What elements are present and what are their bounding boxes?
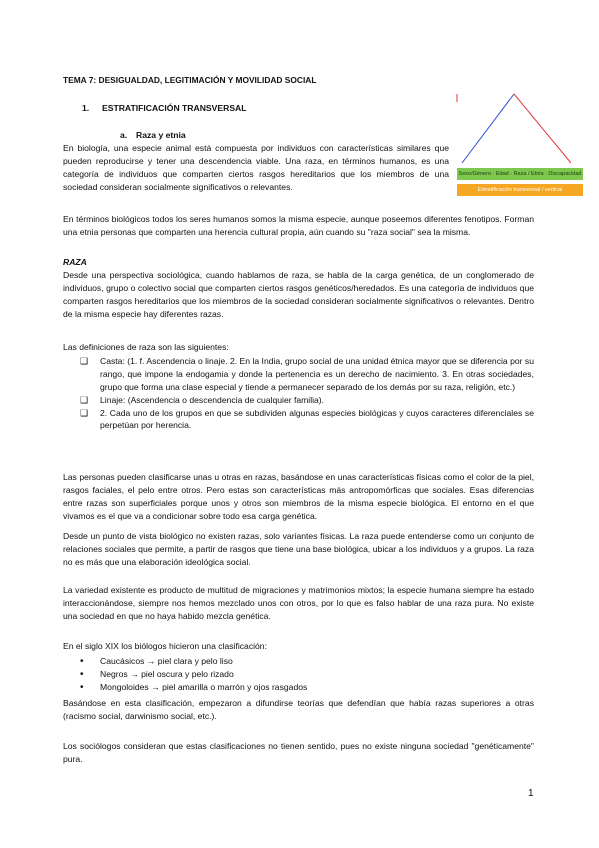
list-item: • Caucásicos → piel clara y pelo liso <box>80 656 233 667</box>
checkbox-bullet-icon: ❑ <box>80 356 89 366</box>
paragraph-variety: La variedad existente es producto de multitud de migraciones y matrimonios mixtos; la especie humana siempre ha estado interaccionándose, siempre nos hemos mezclado unos con otros, por lo que es falso hablar de una raza pura. No existe una sociedad en que no haya habido mezcla genética. <box>63 585 534 621</box>
paragraph-biology: En biología, una especie animal está compuesta por individuos con características similares que pueden reproducirse y tener una descendencia viable. Una raza, en términos humanos, es una categoría de individuos que comparten ciertos rasgos hereditarios que los miembros de una sociedad consideran socialmente significativos o relevantes. <box>63 143 449 192</box>
list-item: ❑ Linaje: (Ascendencia o descendencia de cualquier familia). <box>80 394 534 407</box>
bullet-icon: • <box>80 681 84 693</box>
subsection-heading: Raza y etnia <box>136 130 186 140</box>
triangle-left-edge <box>462 94 514 163</box>
stratification-diagram <box>455 88 585 193</box>
diagram-bar-bottom: Estratificación transversal / vertical <box>457 184 583 196</box>
triangle-right-edge <box>514 94 571 163</box>
section-number: 1. <box>82 103 90 113</box>
list-item: • Negros → piel oscura y pelo rizado <box>80 668 234 680</box>
paragraph-sociologists: Los sociólogos consideran que estas clasificaciones no tienen sentido, pues no existe ninguna sociedad "genéticamente" pura. <box>63 741 534 764</box>
paragraph-biological-view: Desde un punto de vista biológico no existen razas, solo variantes físicas. La raza puede entenderse como un conjunto de relaciones sociales que permite, a partir de rasgos que tiene una base biológica, ubicar a los individuos y a grupos. La raza no es más que una elaboración ideológica social. <box>63 531 534 567</box>
bullet-icon: • <box>80 656 84 667</box>
triangle-diagram <box>455 88 585 168</box>
bullet-icon: • <box>80 668 84 680</box>
diagram-bar-top: Sexo/Género · Edad · Raza / Etnia · Discapacidad <box>457 168 583 180</box>
classification-list <box>80 655 534 694</box>
subsection-letter: a. <box>120 130 128 140</box>
list-item: • Mongoloides → piel amarilla o marrón y ojos rasgados <box>80 681 308 693</box>
page-number: 1 <box>528 788 534 799</box>
raza-heading: RAZA <box>63 257 87 267</box>
section-heading: ESTRATIFICACIÓN TRANSVERSAL <box>102 103 247 113</box>
paragraph-classification: Las personas pueden clasificarse unas u otras en razas, basándose en unas características físicas como el color de la piel, rasgos faciales, el pelo entre otros. Pero estas son características más antropomórficas que sociales. Esas diferencias entre razas son superficiales porque unos y otros son miembros de la misma especie biológica. El entorno en el que vivamos es el que va a condicionar sobre todo esa carga genética. <box>63 472 534 521</box>
paragraph-theories: Basándose en esta clasificación, empezaron a difundirse teorías que defendían que había razas superiores a otras (racismo social, darwinismo social, etc.). <box>63 698 534 721</box>
checkbox-bullet-icon: ❑ <box>80 394 89 405</box>
definitions-list <box>80 355 534 432</box>
paragraph-species: En términos biológicos todos los seres humanos somos la misma especie, aunque poseemos diferentes fenotipos. Forman una etnia personas que comparten una herencia cultural propia, aún cuando su "raza social" sea la misma. <box>63 214 534 237</box>
paragraph-definitions-intro: Las definiciones de raza son las siguientes: <box>63 342 229 352</box>
paragraph-sociological: Desde una perspectiva sociológica, cuando hablamos de raza, se habla de la carga genética, de un conglomerado de individuos, grupo o colectivo social que comparten ciertos rasgos genéticos/heredados. Es una categoría de individuos que comparten rasgos hereditarios que los miembros de la sociedad consideran socialmente significativos o relevantes. Dentro de la misma especie hay diferentes razas. <box>63 270 534 319</box>
list-item: ❑ Casta: (1. f. Ascendencia o linaje. 2. En la India, grupo social de una unidad étnica mayor que se diferencia por su rango, que impone la endogamia y donde la pertenencia es un derecho de nacimiento. 3. En otras sociedades, grupo que forma una clase especial y tiende a permanecer separado de los demás por su raza, religión, etc.) <box>80 356 534 392</box>
paragraph-xix-century: En el siglo XIX los biólogos hicieron una clasificación: <box>63 641 267 651</box>
checkbox-bullet-icon: ❑ <box>80 407 89 418</box>
list-item: ❑ 2. Cada uno de los grupos en que se subdividen algunas especies biológicas y cuyos caracteres diferenciales se perpetúan por herencia. <box>80 407 534 431</box>
document-title: TEMA 7: DESIGUALDAD, LEGITIMACIÓN Y MOVILIDAD SOCIAL <box>63 75 317 85</box>
